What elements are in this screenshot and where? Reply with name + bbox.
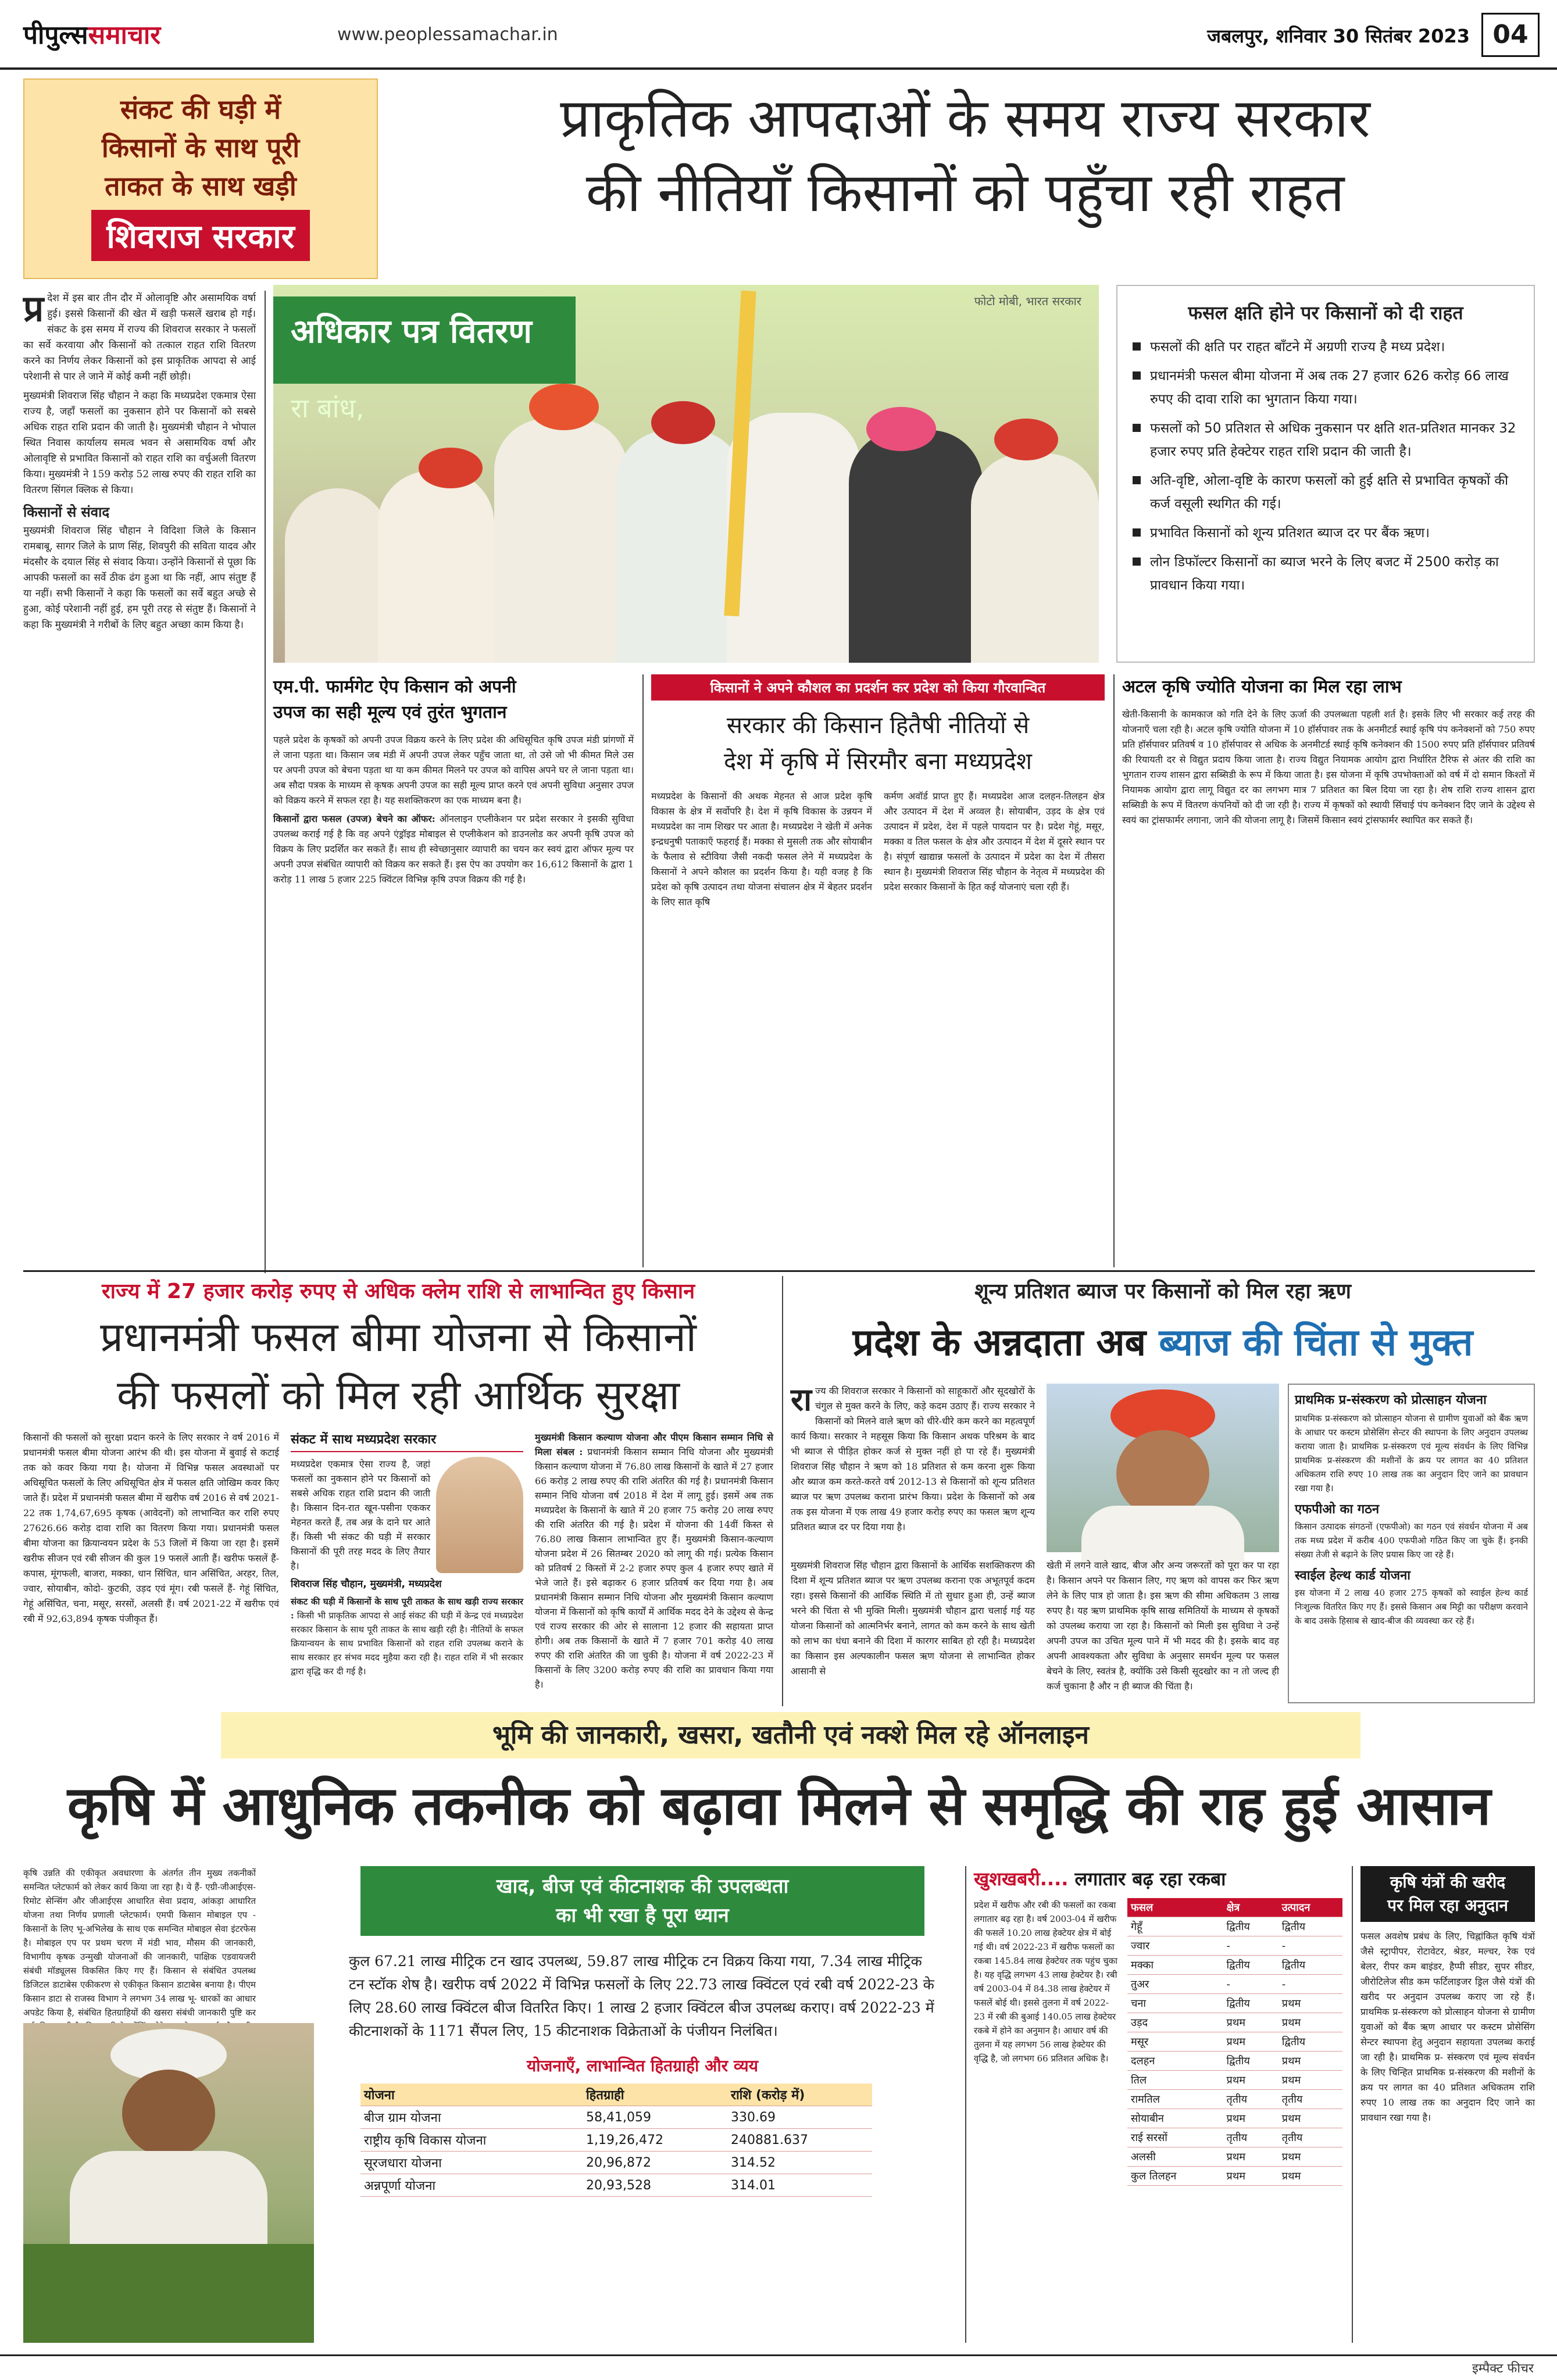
loan-col2b: खेती में लगने वाले खाद, बीज और अन्य जरूरतों को पूरा कर पा रहा है। किसान अपने पर किसान लिए, गए ऋण को वापस कर फिर ऋण लेने के लिए पात्र हो जाता है। इस ऋण की सीमा अधिकतम 3 लाख रुपए है। यह ऋण प्राथमिक कृषि साख समितियों के माध्यम से कृषकों को उपलब्ध कराया जा रहा है। किसानों को मिली इस सुविधा ने उन्हें अपनी उपज का उचित मूल्य पाने में भी मदद की है। इसके बाद वह अपनी आवश्यकता और सुविधा के अनुसार समर्थन मूल्य पर फसल बेचने के लिए, स्वतंत्र है, क्योंकि उसे किसी सूदखोर का न तो जल्द ही कर्ज चुकाना है और न ही ब्याज की चिंता है। bbox=[1047, 1560, 1279, 1692]
table-cell: प्रथम bbox=[1279, 2052, 1342, 2071]
insurance-col3 bbox=[535, 1430, 773, 1703]
kaushal-paragraph-1: मध्यप्रदेश के किसानों की अथक मेहनत से आज प्रदेश कृषि विकास के क्षेत्र में सर्वोपरि है। देश में कृषि विकास के उन्नयन में मध्यप्रदेश का नाम शिखर पर आता है। मध्यप्रदेश ने खेती में अनेक इन्द्रधनुषी पताकाएँ फहराई हैं। मक्का से मुसली तक और सोयाबीन के फैलाव से स्टीविया जैसी नकदी फसल लेने में मध्यप्रदेश के किसानों ने अपने कौशल का प्रदर्शन किया है। यही वजह है कि प्रदेश को कृषि उत्पादन तथा योजना संचालन क्षेत्र में बेहतर प्रदर्शन के लिए सात कृषि bbox=[651, 791, 872, 907]
quote-sub-paragraph: किसी भी प्राकृतिक आपदा से आई संकट की घड़ी में केन्द्र एवं मध्यप्रदेश सरकार किसान के साथ पूरी ताकत के साथ खड़ी रही है। नीतियों के सफल क्रियान्वयन के साथ प्रभावित किसानों को राहत राशि उपलब्ध कराने के साथ सरकार हर संभव मदद मुहैया करा रही है। राहत राशि में भी सरकार द्वारा वृद्धि कर दी गई है। bbox=[291, 1610, 523, 1677]
insurance-quote-box bbox=[291, 1430, 523, 1703]
table-row bbox=[1127, 2013, 1342, 2032]
sidebar-title-2: एफपीओ का गठन bbox=[1295, 1502, 1380, 1517]
farmgate-paragraph-1: पहले प्रदेश के कृषकों को अपनी उपज विक्रय करने के लिए प्रदेश की अधिसूचित कृषि उपज मंडी प्रांगणों में ले जाना पड़ता था। किसान जब मंडी में अपनी उपज लेकर पहुँच जाता था, तो उसे जो भी कीमत मिले उस पर अपनी उपज को बेचना पड़ता था या कम कीमत मिलने पर उपज को वापिस अपने घर ले जाना पड़ता था। अब सौदा पत्रक के माध्यम से कृषक अपनी उपज का सही मूल्य प्राप्त करने एवं अपनी सुविधा अनुसार उपज को विक्रय करने में सफल रहा है। यह सशक्तिकरण का एक माध्यम बना है। bbox=[273, 734, 634, 806]
table-cell: तुअर bbox=[1127, 1975, 1223, 1994]
table-cell: द्वितीय bbox=[1279, 1917, 1342, 1936]
table-cell: तृतीय bbox=[1279, 2090, 1342, 2109]
atal-paragraph: खेती-किसानी के कामकाज को गति देने के लिए ऊर्जा की उपलब्धता पहली शर्त है। इसके लिए भी सरकार कई तरह की योजनाएँ चला रही है। अटल कृषि ज्योति योजना में 10 हॉर्सपावर तक के अनमीटर्ड स्थाई कृषि पंप कनेक्शनों को 750 रुपए प्रति हॉर्सपावर प्रतिवर्ष व 10 हॉर्सपावर से अधिक के अनमीटर्ड स्थाई कृषि कनेक्शन की 1500 रुपए प्रति हॉर्सपावर प्रतिवर्ष की रियायती दर से विद्युत प्रदाय किया जाता है। राज्य विद्युत नियामक आयोग द्वारा निर्धारित टैरिफ से अंतर की राशि का भुगतान राज्य शासन द्वारा सब्सिडी के रूप में किया जाता है। इस योजना में कृषि उपभोक्ताओं को वर्ष में दो समान किश्तों में नियामक आयोग द्वारा लागू विद्युत दर का लगभग मात्र 7 प्रतिशत का बिल दिया जा रहा है। शेष राशि राज्य शासन द्वारा सब्सिडी के रूप में वितरण कंपनियों को दी जा रही है। राज्य में कृषकों को स्थायी सिंचाई पंप कनेक्शन दिए जाने के उद्देश्य से स्वयं का ट्रांसफार्मर लगाना, जाने की योजना लागू है। जिसमें किसान स्वयं ट्रांसफार्मर स्थापित कर सकते हैं। bbox=[1122, 709, 1535, 826]
lead-paragraph-2: मुख्यमंत्री शिवराज सिंह चौहान ने कहा कि मध्यप्रदेश एकमात्र ऐसा राज्य है, जहाँ फसलों का नुकसान होने पर किसानों को सबसे अधिक राहत राशि प्रदान की जाती है। मुख्यमंत्री चौहान ने भोपाल स्थित निवास कार्यालय समत्व भवन से असामयिक वर्षा और ओलावृष्टि से प्रभावित किसानों को राहत राशि का वर्चुअली वितरण किया। मुख्यमंत्री ने 159 करोड़ 52 लाख रुपए की राहत राशि का वितरण सिंगल क्लिक से किया। bbox=[23, 390, 256, 496]
table-cell: रामतिल bbox=[1127, 2090, 1223, 2109]
table-row bbox=[1127, 2147, 1342, 2167]
turban-shape bbox=[419, 448, 483, 488]
turban-shape bbox=[994, 419, 1058, 460]
kaushal-head-1: सरकार की किसान हितैषी नीतियों से bbox=[726, 712, 1030, 739]
atal-title: अटल कृषि ज्योति योजना का मिल रहा लाभ bbox=[1122, 677, 1402, 697]
table-cell: प्रथम bbox=[1223, 2147, 1278, 2167]
fert-head-2: का भी रखा है पूरा ध्यान bbox=[556, 1904, 729, 1927]
column-rule bbox=[265, 291, 266, 1273]
face-shape bbox=[122, 2070, 215, 2157]
table-row bbox=[360, 2174, 872, 2197]
masthead bbox=[0, 0, 1557, 70]
relief-item: लोन डिफॉल्टर किसानों का ब्याज भरने के लिए बजट में 2500 करोड़ का प्रावधान किया गया। bbox=[1133, 551, 1519, 597]
sidebar-title-1: प्राथमिक प्र-संस्करण को प्रोत्साहन योजना bbox=[1295, 1393, 1487, 1407]
relief-box bbox=[1116, 285, 1535, 663]
table-row bbox=[1127, 2109, 1342, 2128]
machines-article bbox=[1360, 1866, 1535, 2343]
quote-sign: शिवराज सिंह चौहान, मुख्यमंत्री, मध्यप्रदेश bbox=[291, 1578, 442, 1590]
insurance-col3-subhead: मुख्यमंत्री किसान कल्याण योजना और पीएम किसान सम्मान निधि से मिला संबल : bbox=[535, 1432, 773, 1457]
farmgate-paragraph-2: ऑनलाइन एप्लीकेशन पर प्रदेश सरकार ने इसकी सुविधा उपलब्ध कराई गई है कि वह अपने एंड्रॉइड मोबाइल से एप्लीकेशन को डाउनलोड कर अपनी कृषि उपज को विक्रय के लिए प्रदर्शित कर सकते हैं। साथ ही स्वेच्छानुसार व्यापारी का चयन कर स्वयं द्वारा ऑफर मूल्य पर अपनी उपज संबंधित व्यापारी को विक्रय कर सकते हैं। इस ऐप का उपयोग कर 16,612 किसानों के द्वारा 1 करोड़ 11 लाख 5 हजार 225 क्विंटल विभिन्न कृषि उपज विक्रय की गई है। bbox=[273, 813, 634, 885]
drop-cap: प्र bbox=[23, 287, 44, 330]
kaushal-paragraph-2: कर्मण अवॉर्ड प्राप्त हुए हैं। मध्यप्रदेश आज दलहन-तिलहन क्षेत्र और उत्पादन में देश में अव्वल है। सोयाबीन, उड़द के क्षेत्र एवं उत्पादन में प्रदेश, देश में पहले पायदान पर है। प्रदेश गेहूं, मसूर, मक्का व तिल फसल के क्षेत्र और उत्पादन में देश में दूसरे स्थान पर है। संपूर्ण खाद्यान्न फसलों के उत्पादन में प्रदेश का देश में तीसरा स्थान है। मुख्यमंत्री शिवराज सिंह चौहान के नेतृत्व में मध्यप्रदेश की प्रदेश सरकार किसानों के हित कई योजनाएं चला रही हैं। bbox=[884, 791, 1105, 892]
column-rule bbox=[1352, 1866, 1353, 2343]
table-cell: 240881.637 bbox=[727, 2129, 872, 2152]
column-rule bbox=[642, 674, 644, 1267]
table-cell: द्वितीय bbox=[1279, 1956, 1342, 1975]
main-headline bbox=[395, 81, 1535, 230]
loan-band: शून्य प्रतिशत ब्याज पर किसानों को मिल रहा ऋण bbox=[974, 1280, 1351, 1303]
promo-line-2: किसानों के साथ पूरी bbox=[101, 132, 300, 163]
table-cell: मसूर bbox=[1127, 2032, 1223, 2052]
table-row bbox=[1127, 1917, 1342, 1936]
machines-paragraph: फसल अवशेष प्रबंध के लिए, चिह्नांकित कृषि यंत्रों जैसे स्ट्रापीपर, रोटावेटर, श्रेडर, मल्चर, रेक एवं बेलर, रीपर कम बाइंडर, हैप्पी सीडर, सुपर सीडर, जीरोटिलेज सीड कम फर्टिलाइजर ड्रिल जैसे यंत्रों की खरीद पर अनुदान उपलब्ध कराए जा रहे हैं। प्राथमिक प्र-संस्करण को प्रोत्साहन योजना से ग्रामीण युवाओं को बैंक ऋण आधार पर कस्टम प्रोसेसिंग सेन्टर स्थापना हेतु अनुदान सहायता उपलब्ध कराई जा रही है। प्राथमिक प्र- संस्करण एवं मूल्य संवर्धन के लिए चिन्हित प्राथमिक प्र-संस्करण की मशीनों के क्रय पर लागत का 40 प्रतिशत अधिकतम राशि रुपए 10 लाख तक का अनुदान दिए जाने का प्रावधान रखा गया है। bbox=[1360, 1931, 1535, 2123]
land-headline: कृषि में आधुनिक तकनीक को बढ़ावा मिलने से समृद्धि की राह हुई आसान bbox=[67, 1774, 1491, 1837]
fert-table bbox=[360, 2084, 872, 2197]
table-row bbox=[1127, 2090, 1342, 2109]
relief-item: प्रभावित किसानों को शून्य प्रतिशत ब्याज दर पर बैंक ऋण। bbox=[1133, 521, 1519, 545]
table-cell: प्रथम bbox=[1223, 2032, 1278, 2052]
land-paragraph: कृषि उन्नति की एकीकृत अवधारणा के अंतर्गत तीन मुख्य तकनीकों समन्वित प्लेटफार्म को लेकर कार्य किया जा रहा है। ये हैं- एग्री-जीआईएस-रिमोट सेन्सिंग और जीआईएस आधारित सेवा प्रदाय, आंकड़ा आधारित योजना तथा निर्णय प्रणाली प्लेटफार्म। एमपी किसान मोबाइल एप - किसानों के लिए भू-अभिलेख के साथ एक समन्वित मोबाइल सेवा इंटरफेस है। मोबाइल एप पर प्रथम चरण में मंडी भाव, मौसम की जानकारी, विभागीय कृषक उन्मुखी योजनाओं की जानकारी, पाक्षिक एडवायजरी संबंधी मॉड्यूलस विकसित किए गए हैं। किसान से संबंधित उपलब्ध डिजिटल डाटाबेस एकीकरण से एकीकृत किसान डाटाबेस बनाया है। पीएम किसान डाटा से राजस्व विभाग ने लगभग 34 लाख भू- धारकों का आधार अपडेट किया है, संबंधित हितग्राहियों की खसरा संबंधी जानकारी पुष्टि कर bbox=[23, 1868, 256, 2018]
farmer-photo bbox=[1047, 1384, 1279, 1552]
table-cell: - bbox=[1223, 1936, 1278, 1956]
farmgate-subhead: किसानों द्वारा फसल (उपज) बेचने का ऑफर: bbox=[273, 813, 435, 824]
main-headline-line-2: की नीतियाँ किसानों को पहुँचा रही राहत bbox=[585, 162, 1345, 224]
photo-banner-sub: रा बांध, bbox=[291, 392, 365, 424]
farmer-field-photo bbox=[23, 2023, 314, 2343]
lead-subhead: किसानों से संवाद bbox=[23, 503, 110, 520]
table-cell: तृतीय bbox=[1223, 2128, 1278, 2147]
relief-title: फसल क्षति होने पर किसानों को दी राहत bbox=[1188, 302, 1463, 324]
promo-box bbox=[23, 78, 378, 279]
table-cell: प्रथम bbox=[1223, 2071, 1278, 2090]
machines-head-1: कृषि यंत्रों की खरीद bbox=[1390, 1872, 1506, 1892]
relief-item: प्रधानमंत्री फसल बीमा योजना में अब तक 27 हजार 626 करोड़ 66 लाख रुपए की दावा राशि का भुगतान किया गया। bbox=[1133, 364, 1519, 411]
sidebar-paragraph-2: किसान उत्पादक संगठनों (एफपीओ) का गठन एवं संवर्धन योजना में अब तक मध्य प्रदेश में करीब 400 एफपीओ गठित किए जा चुके हैं। इनकी संख्या तेजी से बढ़ाने के लिए प्रयास किए जा रहे हैं। bbox=[1295, 1521, 1528, 1560]
table-cell: तृतीय bbox=[1279, 2128, 1342, 2147]
table-cell: सूरजधारा योजना bbox=[360, 2152, 583, 2174]
kaushal-head-2: देश में कृषि में सिरमौर बना मध्यप्रदेश bbox=[724, 748, 1032, 775]
photo-banner: अधिकार पत्र वितरण bbox=[273, 296, 576, 384]
loan-headline bbox=[791, 1317, 1535, 1369]
table-row bbox=[1127, 2032, 1342, 2052]
table-cell: - bbox=[1223, 1975, 1278, 1994]
loan-sidebar bbox=[1288, 1384, 1535, 1703]
land-band: भूमि की जानकारी, खसरा, खतौनी एवं नक्शे मिल रहे ऑनलाइन bbox=[221, 1712, 1360, 1759]
dateline: जबलपुर, शनिवार 30 सितंबर 2023 bbox=[1207, 25, 1470, 47]
sidebar-title-3: स्वाईल हेल्थ कार्ड योजना bbox=[1295, 1568, 1410, 1583]
atal-article bbox=[1122, 674, 1535, 1267]
loan-head-b: ब्याज की चिंता से मुक्त bbox=[1159, 1321, 1473, 1364]
table-cell: - bbox=[1279, 1975, 1342, 1994]
table-cell: - bbox=[1279, 1936, 1342, 1956]
footer-credit: इम्पैक्ट फीचर bbox=[1472, 2361, 1534, 2376]
table-cell: प्रथम bbox=[1279, 2147, 1342, 2167]
table-row bbox=[1127, 2167, 1342, 2186]
table-cell: द्वितीय bbox=[1223, 1917, 1278, 1936]
photo-credit: फोटो मोबी, भारत सरकार bbox=[974, 294, 1081, 308]
relief-item: फसलों की क्षति पर राहत बाँटने में अग्रणी राज्य है मध्य प्रदेश। bbox=[1133, 335, 1519, 359]
area-paragraph: प्रदेश में खरीफ और रबी की फसलों का रकबा लगातार बढ़ रहा है। वर्ष 2003-04 में खरीफ की फसलें 10.20 लाख हेक्टेयर क्षेत्र में बोई गई थी। वर्ष 2022-23 में खरीफ फसलों का रकबा 145.84 लाख हेक्टेयर तक पहुंच चुका है। यह वृद्धि लगभग 43 लाख हेक्टेयर है। रबी वर्ष 2003-04 में 84.38 लाख हेक्टेयर में फसलें बोई थी। इससे तुलना में वर्ष 2022-23 में रबी की बुआई 140.05 लाख हेक्टेयर रकबे में होने का अनुमान है। आधार वर्ष की तुलना में यह लगभग 56 लाख हेक्टेयर की वृद्धि है, जो लगभग 66 प्रतिशत अधिक है। bbox=[974, 1900, 1118, 2064]
table-cell: प्रथम bbox=[1279, 1994, 1342, 2013]
lead-paragraph-1: देश में इस बार तीन दौर में ओलावृष्टि और असामयिक वर्षा हुई। इससे किसानों की खेत में खड़ी फसलें खराब हो गई। संकट के इस समय में राज्य की शिवराज सरकार ने फसलों का सर्वे करवाया और किसानों को तत्काल राहत राशि वितरण करने का निर्णय लेकर किसानों को इस प्राकृतिक आपदा से आई परेशानी से पार ले जाने में कोई कमी नहीं छोड़ी। bbox=[23, 292, 256, 383]
cm-portrait bbox=[436, 1457, 523, 1573]
table-cell: प्रथम bbox=[1223, 2109, 1278, 2128]
table-cell: ज्वार bbox=[1127, 1936, 1223, 1956]
table-cell: 314.52 bbox=[727, 2152, 872, 2174]
table-row bbox=[360, 2106, 872, 2129]
section-rule bbox=[23, 1270, 1535, 1272]
promo-line-3: ताकत के साथ खड़ी bbox=[105, 170, 297, 202]
kaushal-article bbox=[651, 674, 1105, 1267]
insurance-band: राज्य में 27 हजार करोड़ रुपए से अधिक क्लेम राशि से लाभान्वित हुए किसान bbox=[101, 1280, 695, 1303]
loan-drop-cap: रा bbox=[791, 1381, 812, 1418]
insurance-paragraph: किसानों की फसलों को सुरक्षा प्रदान करने के लिए सरकार ने वर्ष 2016 में प्रधानमंत्री फसल बीमा योजना आरंभ की थी। इस योजना में बुवाई से कटाई तक को कवर किया गया है। योजना में विभिन्न फसल अवस्थाओं पर अधिसूचित फसलों के लिए अधिसूचित क्षेत्र में फसल क्षति जोखिम कवर किए जाते हैं। प्रदेश में प्रधानमंत्री फसल बीमा में खरीफ वर्ष 2016 से वर्ष 2021-22 तक 1,74,67,695 कृषक (आवेदनों) को लाभान्वित कर राशि रुपए 27626.66 करोड़ दावा राशि का वितरण किया गया। प्रधानमंत्री फसल बीमा योजना का क्रियान्वयन प्रदेश के 53 जिलों में किया जा रहा है। इसमें खरीफ सीजन एवं रबी सीजन की कुल 19 फसलें आती हैं। खरीफ फसलें हैं- कपास, मूंगफली, बाजरा, मक्का, धान सिंचित, धान असिंचित, अरहर, तिल, ज्वार, सोयाबीन, कोदो- कुटकी, उड़द एवं मूंग। रबी फसलें हैं- गेहूं सिंचित, गेहूं असिंचित, चना, मसूर, सरसों, अलसी हैं। वर्ष 2021-22 में खरीफ एवं रबी में 92,63,894 कृषक पंजीकृत हैं। bbox=[23, 1432, 279, 1624]
table-cell: सोयाबीन bbox=[1127, 2109, 1223, 2128]
table-cell: दलहन bbox=[1127, 2052, 1223, 2071]
table-cell: राष्ट्रीय कृषि विकास योजना bbox=[360, 2129, 583, 2152]
area-table bbox=[1127, 1898, 1342, 2186]
site-url[interactable]: www.peoplessamachar.in bbox=[337, 24, 558, 45]
table-cell: 330.69 bbox=[727, 2106, 872, 2129]
person-figure bbox=[378, 471, 494, 663]
table-row bbox=[360, 2129, 872, 2152]
person-figure bbox=[616, 430, 744, 663]
person-figure bbox=[285, 488, 390, 663]
table-cell: कुल तिलहन bbox=[1127, 2167, 1223, 2186]
loan-paragraph-1: ज्य की शिवराज सरकार ने किसानों को साहूकारों और सूदखोरों के चंगुल से मुक्त करने के लिए, कड़े कदम उठाए हैं। राज्य सरकार ने किसानों को मिलने वाले ऋण को धीरे-धीरे कम करने का महत्वपूर्ण कार्य किया। सरकार ने महसूस किया कि किसान अथक परिश्रम के बाद भी ब्याज से पीड़ित होकर कर्ज से मुक्त नहीं हो पा रहे हैं। मुख्यमंत्री शिवराज सिंह चौहान ने ऋण को 18 प्रतिशत से कम करना शुरू किया और ब्याज कम करते-करते वर्ष 2012-13 से किसानों को शून्य प्रतिशत ब्याज पर ऋण उपलब्ध कराना प्रारंभ किया। प्रदेश के किसानों को अब तक इस योजना में एक लाख 49 हजार करोड़ रुपए का फसल ऋण शून्य प्रतिशत ब्याज दर पर दिया गया है। bbox=[791, 1385, 1035, 1532]
table-cell: प्रथम bbox=[1223, 2167, 1278, 2186]
lead-paragraph-3: मुख्यमंत्री शिवराज सिंह चौहान ने विदिशा जिले के किसान रामबाबू, सागर जिले के प्राण सिंह, शिवपुरी की सविता यादव और मंदसौर के दयाल सिंह से संवाद किया। उन्होंने किसानों से पूछा कि आपकी फसलों का सर्वे ठीक ढंग हुआ था कि नहीं, आप संतुष्ट हैं या नहीं। सभी किसानों ने कहा कि फसलों का सर्वे बहुत अच्छे से हुआ, कोई परेशानी नहीं हुई, हम पूरी तरह से संतुष्ट हैं। किसानों ने कहा कि मुख्यमंत्री ने गरीबों के लिए बहुत अच्छा काम किया है। bbox=[23, 525, 256, 631]
fert-head-1: खाद, बीज एवं कीटनाशक की उपलब्धता bbox=[496, 1875, 789, 1898]
table-cell: 1,19,26,472 bbox=[583, 2129, 727, 2152]
fert-article bbox=[326, 1866, 959, 2343]
main-headline-line-1: प्राकृतिक आपदाओं के समय राज्य सरकार bbox=[560, 87, 1370, 149]
table-row bbox=[1127, 2128, 1342, 2147]
table-row bbox=[1127, 2052, 1342, 2071]
table-row bbox=[1127, 1936, 1342, 1956]
farmgate-title-1: एम.पी. फार्मगेट ऐप किसान को अपनी bbox=[273, 677, 516, 697]
person-figure bbox=[849, 430, 983, 663]
turban-shape bbox=[529, 384, 599, 430]
table-cell: गेहूँ bbox=[1127, 1917, 1223, 1936]
fert-paragraph: कुल 67.21 लाख मीट्रिक टन खाद उपलब्ध, 59.87 लाख मीट्रिक टन विक्रय किया गया, 7.34 लाख मीट्रिक टन स्टॉक शेष है। खरीफ वर्ष 2022 में विभिन्न फसलों के लिए 22.73 लाख क्विंटल एवं रबी वर्ष 2022-23 के लिए 28.60 लाख क्विंटल बीज वितरित किए। 1 लाख 2 हजार क्विंटल बीज उपलब्ध कराए। वर्ष 2022-23 में कीटनाशकों के 1171 सैंपल लिए, 15 कीटनाशक विक्रेताओं के पंजीयन निलंबित। bbox=[349, 1953, 934, 2039]
machines-head-2: पर मिल रहा अनुदान bbox=[1387, 1896, 1508, 1915]
fert-col-header: राशि (करोड़ में) bbox=[727, 2084, 872, 2106]
table-cell: उड़द bbox=[1127, 2013, 1223, 2032]
table-cell: तृतीय bbox=[1223, 2090, 1278, 2109]
table-row bbox=[1127, 2071, 1342, 2090]
fert-col-header: हितग्राही bbox=[583, 2084, 727, 2106]
area-col-header: क्षेत्र bbox=[1223, 1898, 1278, 1917]
table-cell: चना bbox=[1127, 1994, 1223, 2013]
lead-column bbox=[23, 287, 256, 1099]
newspaper-logo[interactable] bbox=[23, 16, 160, 51]
column-rule bbox=[965, 1866, 966, 2343]
relief-item: अति-वृष्टि, ओला-वृष्टि के कारण फसलों को हुई क्षति से प्रभावित कृषकों की कर्ज वसूली स्थगित की गई। bbox=[1133, 469, 1519, 516]
sidebar-paragraph-3: इस योजना में 2 लाख 40 हजार 275 कृषकों को स्वाईल हेल्थ कार्ड निःशुल्क वितरित किए गए हैं। इससे किसान अब मिट्टी का परीक्षण करवाने के बाद उसके हिसाब से खाद-बीज की व्यवस्था कर रहे हैं। bbox=[1295, 1588, 1528, 1626]
turban-shape bbox=[866, 407, 936, 451]
table-cell: प्रथम bbox=[1279, 2013, 1342, 2032]
shirt-shape bbox=[1081, 1506, 1244, 1564]
relief-item: फसलों को 50 प्रतिशत से अधिक नुकसान पर क्षति शत-प्रतिशत मानकर 32 हजार रुपए प्रति हेक्टेयर राहत राशि प्रदान की जाती है। bbox=[1133, 417, 1519, 463]
table-cell: 314.01 bbox=[727, 2174, 872, 2197]
table-cell: तिल bbox=[1127, 2071, 1223, 2090]
table-cell: प्रथम bbox=[1279, 2071, 1342, 2090]
farmgate-app-article bbox=[273, 674, 634, 1267]
table-cell: प्रथम bbox=[1223, 2013, 1278, 2032]
area-col-header: फसल bbox=[1127, 1898, 1223, 1917]
promo-line-4: शिवराज सरकार bbox=[91, 210, 309, 261]
face-shape bbox=[1116, 1430, 1209, 1517]
loan-head-a: प्रदेश के अन्नदाता अब bbox=[852, 1321, 1159, 1364]
farmgate-title-2: उपज का सही मूल्य एवं तुरंत भुगतान bbox=[273, 702, 507, 723]
column-rule bbox=[782, 1276, 783, 1706]
sidebar-paragraph-1: प्राथमिक प्र-संस्करण को प्रोत्साहन योजना से ग्रामीण युवाओं को बैंक ऋण के आधार पर कस्टम प्रोसेसिंग सेन्टर की स्थापना के लिए अनुदान उपलब्ध कराया जाता है। प्राथमिक प्र-संस्करण एवं मूल्य संवर्धन के लिए विभिन्न प्राथमिक प्र-संस्करण की मशीनों के क्रय पर लागत का 40 प्रतिशत अधिकतम राशि रुपए 10 लाख तक का अनुदान दिए जाने का प्रावधान रखा गया है। bbox=[1295, 1413, 1528, 1493]
table-cell: बीज ग्राम योजना bbox=[360, 2106, 583, 2129]
table-cell: प्रथम bbox=[1279, 2167, 1342, 2186]
area-col-header: उत्पादन bbox=[1279, 1898, 1342, 1917]
table-cell: राई सरसों bbox=[1127, 2128, 1223, 2147]
table-cell: 20,93,528 bbox=[583, 2174, 727, 2197]
promo-line-1: संकट की घड़ी में bbox=[120, 94, 281, 125]
ceremony-photo bbox=[273, 285, 1099, 663]
table-row bbox=[1127, 1975, 1342, 1994]
area-head-rest: लगातार बढ़ रहा रकबा bbox=[1068, 1868, 1226, 1890]
crop-field bbox=[23, 2244, 314, 2343]
logo-part-a: पीपुल्स bbox=[23, 20, 88, 50]
logo-part-b: समाचार bbox=[88, 20, 161, 50]
person-figure bbox=[971, 453, 1099, 663]
quote-subhead: संकट की घड़ी में किसानों के साथ पूरी ताकत के साथ खड़ी राज्य सरकार : bbox=[291, 1596, 523, 1621]
insurance-headline bbox=[23, 1308, 773, 1424]
loan-paragraph-2: मुख्यमंत्री शिवराज सिंह चौहान द्वारा किसानों के आर्थिक सशक्तिकरण की दिशा में शून्य प्रतिशत ब्याज पर ऋण उपलब्ध कराना एक अभूतपूर्व कदम रहा। इससे किसानों की आर्थिक स्थिति में तो सुधार हुआ ही, उन्हें ब्याज भरने की चिंता से भी मुक्ति मिली। मुख्यमंत्री चौहान द्वारा चलाई गई यह योजना किसानों को आत्मनिर्भर बनाने, लागत को कम करने के साथ खेती को लाभ का धंधा बनाने की दिशा में कारगर साबित हो रही है। मध्यप्रदेश का किसान इस अल्पकालीन फसल ऋण योजना से लाभान्वित होकर आसानी से bbox=[791, 1560, 1035, 1677]
table-cell: 58,41,059 bbox=[583, 2106, 727, 2129]
quote-text: मध्यप्रदेश एकमात्र ऐसा राज्य है, जहां फसलों का नुकसान होने पर किसानों को सबसे अधिक राहत राशि प्रदान की जाती है। किसान दिन-रात खून-पसीना एककर मेहनत करते हैं, तब अन्न के दाने घर आते हैं। किसी भी संकट की घड़ी में सरकार किसानों की पूरी तरह मदद के लिए तैयार है। bbox=[291, 1459, 430, 1571]
table-row bbox=[1127, 1956, 1342, 1975]
page-number: 04 bbox=[1481, 13, 1540, 57]
person-figure bbox=[494, 419, 628, 663]
fert-table-title: योजनाएँ, लाभान्वित हितग्राही और व्यय bbox=[527, 2056, 758, 2075]
table-cell: अन्नपूर्णा योजना bbox=[360, 2174, 583, 2197]
table-cell: द्वितीय bbox=[1223, 1956, 1278, 1975]
area-article bbox=[974, 1866, 1346, 2343]
table-cell: द्वितीय bbox=[1279, 2032, 1342, 2052]
kaushal-tag: किसानों ने अपने कौशल का प्रदर्शन कर प्रदेश को किया गौरवान्वित bbox=[651, 674, 1105, 701]
table-cell: द्वितीय bbox=[1223, 1994, 1278, 2013]
table-row bbox=[1127, 1994, 1342, 2013]
table-cell: अलसी bbox=[1127, 2147, 1223, 2167]
column-rule bbox=[1113, 674, 1115, 1267]
table-cell: द्वितीय bbox=[1223, 2052, 1278, 2071]
area-head-red: खुशखबरी.... bbox=[974, 1868, 1069, 1890]
quote-box-title: संकट में साथ मध्यप्रदेश सरकार bbox=[291, 1430, 523, 1452]
turban-shape bbox=[651, 401, 715, 444]
table-cell: मक्का bbox=[1127, 1956, 1223, 1975]
footer-bar bbox=[0, 2354, 1557, 2380]
insurance-head-2: की फसलों को मिल रही आर्थिक सुरक्षा bbox=[117, 1371, 680, 1419]
insurance-col3-paragraph: प्रधानमंत्री किसान सम्मान निधि योजना और मुख्यमंत्री किसान कल्याण योजना में 76.80 लाख किसानों के खाते में 27 हजार 66 करोड़ 2 लाख रुपए की राशि अंतरित की गई है। प्रधानमंत्री किसान सम्मान निधि योजना वर्ष 2018 में देश में लागू हुई। इसमें अब तक मध्यप्रदेश के किसानों के खाते में 20 हजार 75 करोड़ 20 लाख रुपए की राशि अंतरित की गई है। प्रदेश में योजना की 14वीं किस्त से 76.80 लाख किसान लाभान्वित हुए हैं। मुख्यमंत्री किसान-कल्याण योजना प्रदेश में 26 सितम्बर 2020 को लागू की गई। प्रत्येक किसान को प्रतिवर्ष 2 किस्तों में 2-2 हजार रुपए कुल 4 हजार रुपए खाते में भेजे जाते हैं। इसे बढ़ाकर 6 हजार प्रतिवर्ष कर दिया गया है। अब प्रधानमंत्री किसान सम्मान निधि योजना और मुख्यमंत्री किसान कल्याण योजना में किसानों को कृषि कार्यों में आर्थिक मदद देने के उद्देश्य से केन्द्र एवं राज्य सरकार की ओर से सालाना 12 हजार की सहायता प्राप्त होगी। अब तक किसानों के खाते में 7 हजार 701 करोड़ 40 लाख रुपए की राशि अंतरित की जा चुकी है। योजना में वर्ष 2022-23 में किसानों के लिए 3200 करोड़ रुपए की राशि का प्रावधान किया गया है। bbox=[535, 1446, 774, 1690]
table-cell: 20,96,872 bbox=[583, 2152, 727, 2174]
table-cell: प्रथम bbox=[1279, 2109, 1342, 2128]
insurance-head-1: प्रधानमंत्री फसल बीमा योजना से किसानों bbox=[100, 1313, 697, 1361]
fert-col-header: योजना bbox=[360, 2084, 583, 2106]
table-row bbox=[360, 2152, 872, 2174]
